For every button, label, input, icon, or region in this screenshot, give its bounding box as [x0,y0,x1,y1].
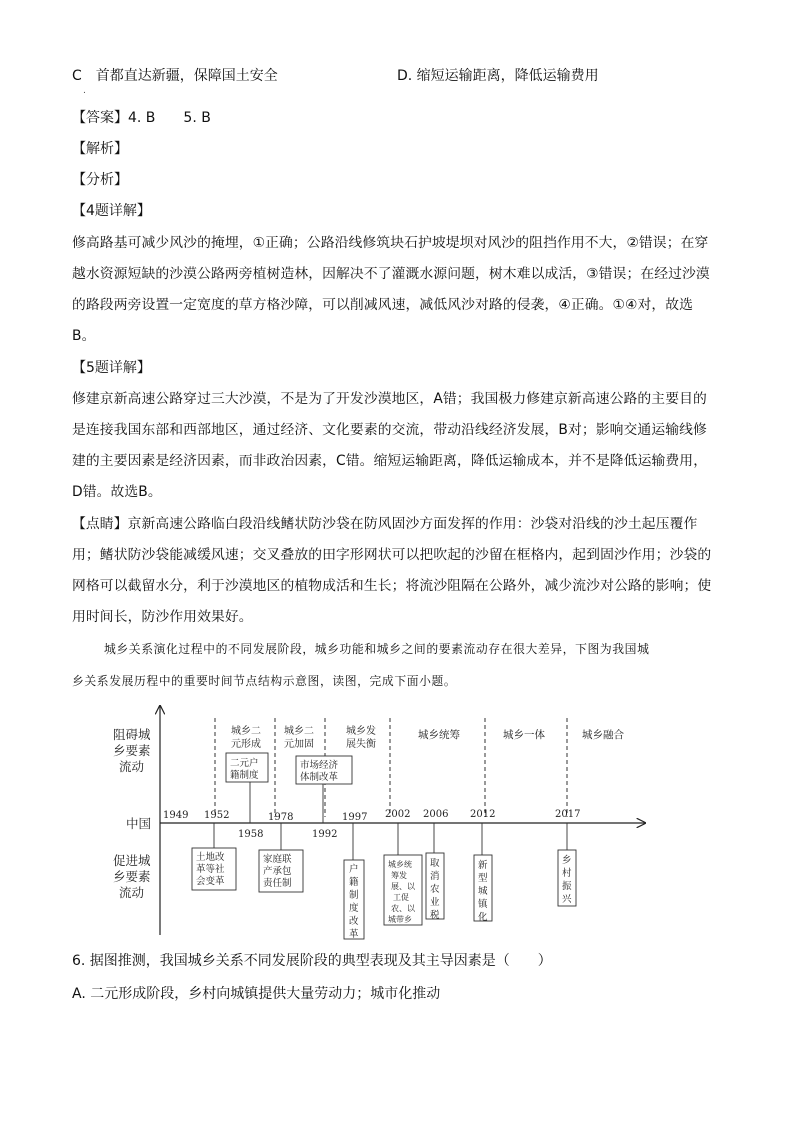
box-text: 土地改 [196,852,225,863]
box-text: 市场经济 [300,760,339,771]
stage-label: 城乡发 [346,726,376,737]
year-label: 1978 [268,812,294,823]
stage-label: 元形成 [231,739,261,750]
box-text: 会变革 [196,876,225,887]
box-text: 消 [430,871,440,882]
year-label: 1958 [238,829,264,840]
box-text: 工促 [393,893,409,902]
box-text: 税 [430,910,440,921]
dianjing-line: 用时间长，防沙作用效果好。 [72,609,253,625]
left-top-label: 阻碍城 [113,727,151,742]
q4-line: 的路段两旁设置一定宽度的草方格沙障，可以削减风速，减低风沙对路的侵袭，④正确。①④对，故选 [72,297,694,313]
year-label: 1949 [163,810,189,821]
fenxi-heading: 【分析】 [72,172,128,188]
box-text: 制 [349,890,359,901]
left-bottom-label: 乡要素 [113,869,151,884]
q4-line: 越水资源短缺的沙漠公路两旁植树造林，因解决不了灌溉水源问题，树木难以成活，③错误；在经过沙漠 [72,266,710,282]
box-text: 农、以 [391,904,415,913]
year-label: 2012 [470,809,496,820]
dianjing-line: 网格可以截留水分，利于沙漠地区的植物成活和生长；将流沙阻隔在公路外，减少流沙对公路的影响；使 [72,578,712,594]
q5-line: 是连接我国东部和西部地区，通过经济、文化要素的交流，带动沿线经济发展，B对；影响交通运输线修 [72,422,707,438]
box-text: 业 [430,897,440,908]
box-text: 新 [478,860,488,871]
bullet-dot: . [83,86,86,96]
box-text: 农 [430,884,440,895]
urban-rural-timeline-diagram [100,700,660,940]
dianjing-line: 【点睛】京新高速公路临白段沿线鳍状防沙袋在防风固沙方面发挥的作用：沙袋对沿线的沙土起压覆作 [72,516,698,532]
stage-label: 元加固 [284,739,314,750]
box-text: 兴 [562,894,572,905]
box-text: 城带乡 [388,915,412,924]
answer-line: 【答案】4. B 5. B [72,110,211,126]
box-text: 化 [478,912,488,923]
year-label: 1952 [204,810,230,821]
box-text: 取 [430,858,440,869]
box-text: 型 [478,873,488,884]
q5-line: 建的主要因素是经济因素，而非政治因素，C错。缩短运输距离，降低运输成本，并不是降低运输费用， [72,453,708,469]
q4-line: B。 [72,328,96,344]
box-text: 筹发 [391,871,407,880]
year-label: 2017 [555,809,581,820]
stage-label: 城乡融合 [582,729,624,741]
left-mid-label: 中国 [126,816,152,831]
box-text: 城 [478,886,488,897]
box-text: 度 [349,903,359,914]
dianjing-line: 用；鳍状防沙袋能减缓风速；交叉叠放的田字形网状可以把吹起的沙留在框格内，起到固沙作用；沙袋的 [72,547,712,563]
box-text: 户 [349,864,359,875]
box-text: 改 [349,916,359,927]
box-text: 展、以 [391,882,415,891]
left-bottom-label: 促进城 [113,853,151,868]
box-text: 产承包 [263,866,292,877]
box-text: 籍制度 [230,770,259,781]
stage-label: 城乡统筹 [418,729,460,741]
q4-line: 修高路基可减少风沙的掩埋，①正确；公路沿线修筑块石护坡堤坝对风沙的阻挡作用不大，②错误；在穿 [72,235,709,251]
left-bottom-label: 流动 [119,885,145,900]
year-label: 1992 [312,829,338,840]
left-top-label: 乡要素 [113,743,151,758]
box-text: 革等社 [196,864,225,875]
stage-label: 城乡二 [231,726,261,737]
q5-line: D错。故选B。 [72,484,162,500]
intro-line: 城乡关系演化过程中的不同发展阶段，城乡功能和城乡之间的要素流动存在很大差异，下图为我国城 [104,642,650,656]
year-label: 2006 [423,809,449,820]
box-text: 家庭联 [263,854,292,865]
box-text: 振 [562,881,572,892]
q4-heading: 【4题详解】 [72,203,151,219]
year-label: 1997 [342,812,368,823]
box-text: 责任制 [263,878,292,889]
intro-line: 乡关系发展历程中的重要时间节点结构示意图，读图，完成下面小题。 [72,674,457,688]
box-text: 城乡统 [388,860,412,869]
box-text: 籍 [349,877,359,888]
stage-label: 城乡一体 [503,729,545,741]
box-text: 二元户 [230,758,259,769]
box-text: 革 [349,929,359,940]
question-6: 6. 据图推测，我国城乡关系不同发展阶段的典型表现及其主导因素是（ ） [72,953,552,969]
stage-label: 城乡二 [284,726,314,737]
option-c: C 首都直达新疆，保障国土安全 [72,68,278,84]
stage-label: 展失衡 [346,739,376,750]
left-top-label: 流动 [119,759,145,774]
q5-heading: 【5题详解】 [72,360,151,376]
box-text: 镇 [478,899,488,910]
box-text: 乡 [562,855,572,866]
analysis-heading: 【解析】 [72,141,128,157]
question-6-option-a: A. 二元形成阶段，乡村向城镇提供大量劳动力；城市化推动 [72,986,441,1002]
box-text: 体制改革 [300,772,339,783]
year-label: 2002 [385,809,411,820]
box-text: 村 [562,868,572,879]
q5-line: 修建京新高速公路穿过三大沙漠，不是为了开发沙漠地区，A错；我国极力修建京新高速公路的主要目的 [72,391,707,407]
option-d: D. 缩短运输距离，降低运输费用 [397,68,599,84]
